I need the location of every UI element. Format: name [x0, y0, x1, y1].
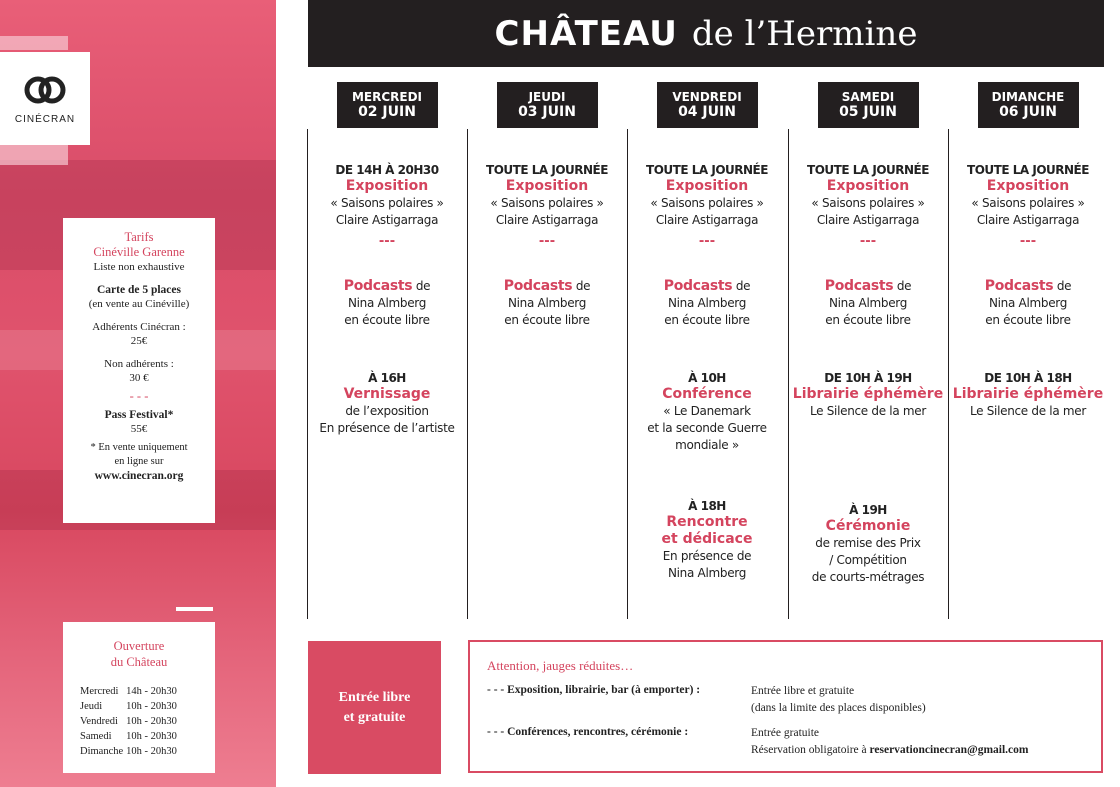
- event-desc: de courts-métrages: [811, 570, 925, 584]
- event-desc: « Saisons polaires »: [811, 196, 925, 210]
- event-title: Exposition: [826, 178, 910, 194]
- event-desc: de: [732, 279, 751, 293]
- event-desc: Le Silence de la mer: [969, 404, 1087, 418]
- pass-label: Pass Festival*: [104, 409, 174, 421]
- event-time: À 18H: [688, 499, 726, 513]
- event-title: Conférence: [662, 386, 752, 402]
- event-title: Cérémonie: [825, 518, 911, 534]
- event-desc: en écoute libre: [344, 313, 430, 327]
- pass-note: * En vente uniquement: [90, 442, 188, 453]
- info-value: Entrée gratuite: [751, 727, 820, 739]
- separator: ---: [538, 234, 556, 249]
- title-hermine: de l’Hermine: [691, 13, 918, 54]
- event-time: TOUTE LA JOURNÉE: [486, 163, 608, 177]
- entree-line: et gratuite: [343, 709, 406, 725]
- pass-note-2: en ligne sur: [114, 456, 164, 467]
- separator: ---: [1019, 234, 1037, 249]
- hours-day: Vendredi: [80, 716, 118, 727]
- event-rencontre: [627, 498, 787, 582]
- non-adherents-label: Non adhérents :: [104, 358, 174, 370]
- event-desc: de: [1053, 279, 1072, 293]
- event-desc: Nina Almberg: [828, 296, 908, 310]
- event-desc: En présence de: [662, 549, 752, 563]
- pass-url-link[interactable]: www.cinecran.org: [94, 470, 184, 482]
- entree-line: Entrée libre: [338, 689, 411, 705]
- hours-range: 10h - 20h30: [126, 701, 177, 712]
- info-box: [468, 640, 1103, 773]
- event-desc: Nina Almberg: [347, 296, 427, 310]
- day-name: JEUDI: [528, 90, 566, 104]
- event-desc: de remise des Prix: [815, 536, 921, 550]
- event-title: Exposition: [665, 178, 749, 194]
- event-desc: de l’exposition: [345, 404, 429, 418]
- event-time: À 10H: [688, 371, 726, 385]
- email-link[interactable]: reservationcinecran@gmail.com: [869, 744, 1029, 756]
- event-vernissage: [307, 370, 467, 437]
- hours-range: 10h - 20h30: [126, 716, 177, 727]
- event-title: Vernissage: [343, 386, 431, 402]
- event-podcasts: [948, 278, 1108, 329]
- info-value-prefix: Réservation obligatoire à: [751, 744, 870, 756]
- adherents-price: 25€: [130, 335, 148, 347]
- event-desc: Claire Astigarraga: [816, 213, 920, 227]
- left-photo-panel: [0, 0, 276, 787]
- opening-hours-box: [63, 622, 215, 773]
- event-desc: et la seconde Guerre: [647, 421, 767, 435]
- event-podcasts: [788, 278, 948, 329]
- event-desc: en écoute libre: [664, 313, 750, 327]
- event-title: Exposition: [345, 178, 429, 194]
- event-desc: / Compétition: [829, 553, 907, 567]
- event-desc: « Le Danemark: [663, 404, 751, 418]
- event-title: Podcasts: [663, 278, 733, 294]
- event-desc: de: [412, 279, 431, 293]
- event-desc: Claire Astigarraga: [495, 213, 599, 227]
- hours-range: 14h - 20h30: [126, 686, 177, 697]
- event-title: Podcasts: [503, 278, 573, 294]
- attention-text: Attention, jauges réduites…: [487, 658, 634, 673]
- hours-row: [80, 729, 180, 744]
- day-column-samedi: [788, 82, 948, 622]
- day-date: 02 JUIN: [358, 104, 416, 120]
- opening-hours-table: [80, 684, 180, 759]
- pass-price: 55€: [130, 423, 148, 435]
- event-podcasts: [307, 278, 467, 329]
- event-exposition: [788, 162, 948, 249]
- info-label: - - - Exposition, librairie, bar (à emporter) :: [487, 684, 701, 696]
- event-title: Exposition: [986, 178, 1070, 194]
- decor-dash: [176, 607, 213, 611]
- opening-subtitle: du Château: [110, 655, 168, 669]
- event-desc: mondiale »: [675, 438, 739, 452]
- event-exposition: [948, 162, 1108, 249]
- event-desc: de: [572, 279, 591, 293]
- event-ceremonie: [788, 502, 948, 586]
- event-librairie: [788, 370, 948, 420]
- event-time: TOUTE LA JOURNÉE: [807, 163, 929, 177]
- tarifs-cinema: Cinéville Garenne: [93, 245, 185, 259]
- tarifs-box: [63, 218, 215, 523]
- day-column-dimanche: [948, 82, 1108, 622]
- event-desc: Le Silence de la mer: [809, 404, 927, 418]
- logo-text: CINÉCRAN: [14, 114, 76, 125]
- event-desc: Claire Astigarraga: [976, 213, 1080, 227]
- event-conference: [627, 370, 787, 454]
- entree-libre-box: [308, 641, 441, 774]
- event-desc: Nina Almberg: [988, 296, 1068, 310]
- day-column-jeudi: [467, 82, 627, 622]
- hours-row: [80, 744, 180, 759]
- event-time: TOUTE LA JOURNÉE: [646, 163, 768, 177]
- event-desc: Nina Almberg: [667, 296, 747, 310]
- event-librairie: [948, 370, 1108, 420]
- day-column-mercredi: [307, 82, 467, 622]
- decor-stripe: [0, 36, 68, 50]
- event-exposition: [467, 162, 627, 249]
- day-name: SAMEDI: [841, 90, 895, 104]
- event-desc: en écoute libre: [825, 313, 911, 327]
- info-value: Entrée libre et gratuite: [751, 685, 855, 697]
- event-time: DE 10H À 18H: [984, 371, 1072, 385]
- carte-note: (en vente au Cinéville): [88, 298, 190, 310]
- day-date: 03 JUIN: [518, 104, 576, 120]
- event-title: Exposition: [505, 178, 589, 194]
- day-name: DIMANCHE: [991, 90, 1065, 104]
- hours-day: Dimanche: [80, 746, 124, 757]
- hours-row: [80, 699, 180, 714]
- event-desc: « Saisons polaires »: [650, 196, 764, 210]
- event-exposition: [627, 162, 787, 249]
- event-title: et dédicace: [661, 531, 753, 547]
- event-desc: de: [893, 279, 912, 293]
- hours-range: 10h - 20h30: [126, 746, 177, 757]
- hours-day: Mercredi: [80, 686, 119, 697]
- info-value: [751, 742, 1028, 759]
- event-time: DE 14H À 20H30: [335, 163, 439, 177]
- separator: ---: [859, 234, 877, 249]
- event-podcasts: [467, 278, 627, 329]
- day-date: 04 JUIN: [678, 104, 736, 120]
- day-header: [818, 82, 919, 128]
- event-title: Librairie éphémère: [952, 386, 1104, 402]
- event-desc: En présence de l’artiste: [319, 421, 455, 435]
- event-title: Podcasts: [824, 278, 894, 294]
- day-header: [337, 82, 438, 128]
- day-column-vendredi: [627, 82, 787, 622]
- separator: ---: [378, 234, 396, 249]
- separator: ---: [698, 234, 716, 249]
- opening-title: Ouverture: [113, 639, 165, 653]
- event-desc: « Saisons polaires »: [971, 196, 1085, 210]
- event-title: Podcasts: [343, 278, 413, 294]
- day-name: MERCREDI: [351, 90, 423, 104]
- cinecran-logo[interactable]: [0, 52, 90, 145]
- event-desc: en écoute libre: [985, 313, 1071, 327]
- non-adherents-price: 30 €: [129, 372, 149, 384]
- tarifs-subtitle: Liste non exhaustive: [93, 261, 185, 273]
- day-header: [978, 82, 1079, 128]
- event-time: À 16H: [368, 371, 406, 385]
- event-desc: Nina Almberg: [507, 296, 587, 310]
- event-time: TOUTE LA JOURNÉE: [967, 163, 1089, 177]
- logo-icon: [24, 72, 66, 108]
- event-desc: « Saisons polaires »: [490, 196, 604, 210]
- event-title: Librairie éphémère: [792, 386, 944, 402]
- hours-day: Samedi: [80, 731, 112, 742]
- event-desc: Nina Almberg: [667, 566, 747, 580]
- tarifs-title: Tarifs: [124, 230, 154, 244]
- decor-stripe: [0, 145, 68, 165]
- adherents-label: Adhérents Cinécran :: [92, 321, 186, 333]
- hours-day: Jeudi: [80, 701, 103, 712]
- event-desc: en écoute libre: [504, 313, 590, 327]
- hours-row: [80, 714, 180, 729]
- day-header: [497, 82, 598, 128]
- tarifs-separator: - - -: [129, 389, 149, 403]
- event-exposition: [307, 162, 467, 249]
- title-chateau: CHÂTEAU: [494, 13, 678, 54]
- page-title: [308, 0, 1104, 67]
- event-desc: Claire Astigarraga: [655, 213, 759, 227]
- day-date: 06 JUIN: [999, 104, 1057, 120]
- event-desc: Claire Astigarraga: [335, 213, 439, 227]
- day-header: [657, 82, 758, 128]
- event-title: Rencontre: [666, 514, 748, 530]
- event-podcasts: [627, 278, 787, 329]
- event-title: Podcasts: [984, 278, 1054, 294]
- info-value: (dans la limite des places disponibles): [751, 702, 926, 714]
- carte-label: Carte de 5 places: [97, 284, 181, 296]
- day-name: VENDREDI: [672, 90, 742, 104]
- day-date: 05 JUIN: [839, 104, 897, 120]
- event-time: DE 10H À 19H: [824, 371, 912, 385]
- event-desc: « Saisons polaires »: [330, 196, 444, 210]
- event-time: À 19H: [849, 503, 887, 517]
- hours-row: [80, 684, 180, 699]
- info-label: - - - Conférences, rencontres, cérémonie :: [487, 726, 689, 738]
- hours-range: 10h - 20h30: [126, 731, 177, 742]
